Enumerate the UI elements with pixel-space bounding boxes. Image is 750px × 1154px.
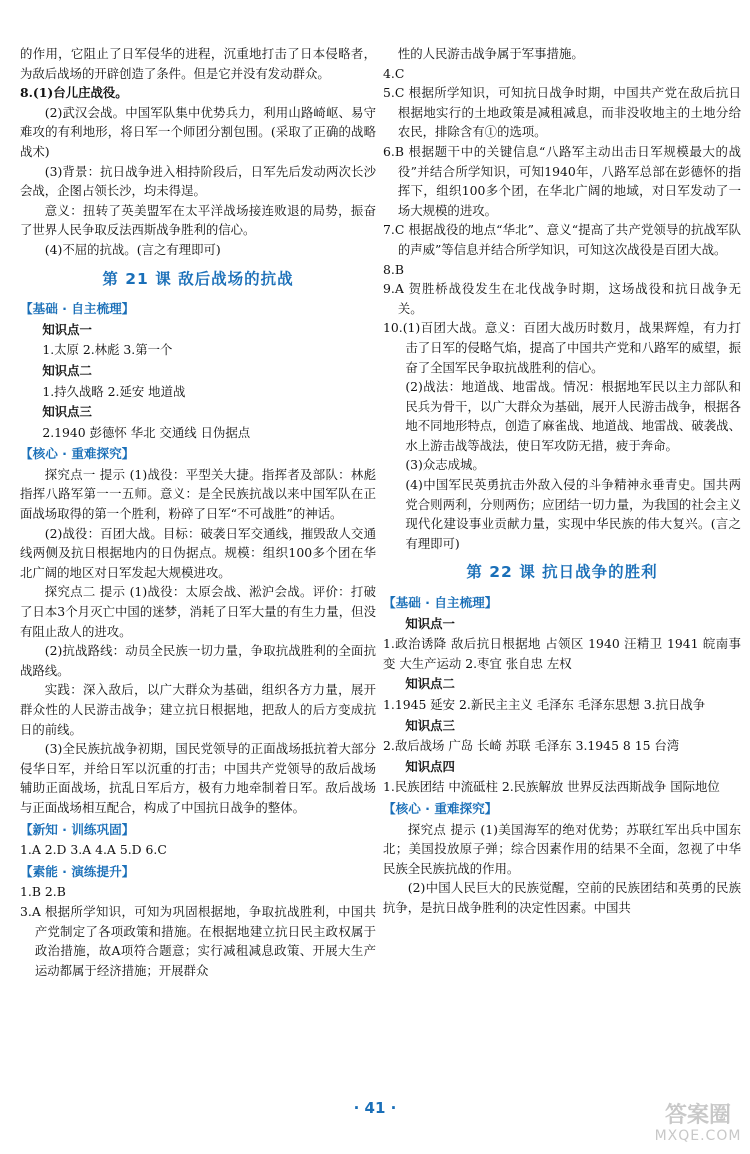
- answer-text: 8.B: [383, 261, 404, 277]
- section-heading: 【核心 · 重难探究】: [383, 800, 498, 816]
- answer-text: 2.敌后战场 广岛 长崎 苏联 毛泽东 3.1945 8 15 台湾: [383, 738, 680, 754]
- knowledge-point-heading: 知识点三: [405, 717, 455, 733]
- answer-text: 10.(1)百团大战。意义：百团大战历时数月，战果辉煌，有力打击了日军的侵略气焰，提高了中国共产党和八路军的威望，振奋了全国军民争取抗战胜利的信心。: [383, 320, 741, 375]
- answer-text: 7.C 根据战役的地点“华北”、意义“提高了共产党领导的抗战军队的声威”等信息并结合所学知识，可知这次战役是百团大战。: [383, 222, 741, 257]
- answer-text: 4.C: [383, 65, 405, 81]
- watermark-text: 答案圈: [664, 1103, 731, 1128]
- answer-text: 1.1945 延安 2.新民主主义 毛泽东 毛泽东思想 3.抗日战争: [383, 697, 706, 712]
- inquiry-text: 实践：深入敌后，以广大群众为基础，组织各方力量，展开群众性的人民游击战争；建立抗日根据地，把敌人的后方变成抗日的前线。: [20, 682, 376, 737]
- answer-text: 5.C 根据所学知识，可知抗日战争时期，中国共产党在敌后抗日根据地实行的土地政策是减租减息，而非没收地主的土地分给农民，排除含有①的选项。: [383, 85, 741, 140]
- knowledge-point-heading: 知识点二: [405, 676, 455, 692]
- knowledge-point-heading: 知识点一: [42, 321, 92, 337]
- page-number: · 41 ·: [353, 1099, 397, 1117]
- section-heading: 【新知 · 训练巩固】: [20, 821, 135, 837]
- knowledge-point-heading: 知识点二: [42, 362, 92, 378]
- answer-text: 1.A 2.D 3.A 4.A 5.D 6.C: [20, 842, 167, 858]
- watermark-logo: [654, 1104, 742, 1148]
- lesson-title: 第 21 课 敌后战场的抗战: [102, 269, 294, 288]
- answer-text: (4)不屈的抗战。(言之有理即可): [44, 241, 221, 257]
- inquiry-text: (2)战役：百团大战。目标：破袭日军交通线，摧毁敌人交通线两侧及抗日根据地内的日伪据点。规模：组织100多个团在华北广阔的地区对日军发起大规模进攻。: [20, 525, 376, 580]
- knowledge-point-heading: 知识点三: [42, 404, 92, 420]
- answer-text: 2.1940 彭德怀 华北 交通线 日伪据点: [42, 424, 251, 440]
- answer-text: (4)中国军民英勇抗击外敌入侵的斗争精神永垂青史。国共两党合则两利，分则两伤；应团结一切力量，为我国的社会主义现代化建设事业贡献力量，实现中华民族的伟大复兴。(言之有理即可): [405, 477, 741, 551]
- answer-text: 1.政治诱降 敌后抗日根据地 占领区 1940 汪精卫 1941 皖南事变 大生产运动 2.枣宜 张自忠 左权: [383, 636, 741, 671]
- question-number: 8.(1)台儿庄战役。: [20, 85, 128, 101]
- inquiry-text: (2)抗战路线：动员全民族一切力量，争取抗战胜利的全面抗战路线。: [20, 643, 376, 678]
- knowledge-point-heading: 知识点一: [405, 615, 455, 631]
- answer-text: 1.持久战略 2.延安 地道战: [42, 383, 186, 399]
- answer-text: 3.A 根据所学知识，可知为巩固根据地，争取抗战胜利，中国共产党制定了各项政策和措施。在根据地建立抗日民主政权属于政治措施，故A项符合题意；实行减租减息政策、开展大生产运动都属于经济措施；开展群众: [20, 903, 376, 978]
- answer-text: 1.B 2.B: [20, 884, 66, 900]
- answer-text: 性的人民游击战争属于军事措施。: [397, 46, 584, 61]
- right-column: [383, 44, 741, 918]
- answer-text: (3)背景：抗日战争进入相持阶段后，日军先后发动两次长沙会战，企图占领长沙，均未得逞。: [20, 163, 376, 199]
- inquiry-text: 探究点二 提示 (1)战役：太原会战、淞沪会战。评价：打破了日本3个月灭亡中国的迷梦，消耗了日军大量的有生力量，但没有阻止敌人的进攻。: [20, 584, 376, 639]
- left-column: [20, 44, 376, 980]
- answer-text: 意义：扭转了英美盟军在太平洋战场接连败退的局势，振奋了世界人民争取反法西斯战争胜利的信心。: [20, 202, 376, 238]
- knowledge-point-heading: 知识点四: [405, 758, 455, 774]
- answer-text: (2)战法：地道战、地雷战。情况：根据地军民以主力部队和民兵为骨干，以广大群众为基础，展开人民游击战争，根据各地不同地形特点，创造了麻雀战、地道战、地雷战、破袭战、水上游击战等战法，使日军攻防无措，疲于奔命。: [405, 379, 741, 453]
- answer-text: (3)众志成城。: [405, 457, 485, 473]
- answer-text: 的作用，它阻止了日军侵华的进程，沉重地打击了日本侵略者，为敌后战场的开辟创造了条件。但是它并没有发动群众。: [20, 46, 376, 81]
- inquiry-text: (2)中国人民巨大的民族觉醒，空前的民族团结和英勇的民族抗争，是抗日战争胜利的决定性因素。中国共: [383, 880, 741, 915]
- section-heading: 【素能 · 演练提升】: [20, 863, 135, 879]
- answer-text: (2)武汉会战。中国军队集中优势兵力，利用山路崎岖、易守难攻的有利地形，将日军一个师团分割包围。(采取了正确的战略战术): [20, 104, 376, 159]
- inquiry-text: 探究点一 提示 (1)战役：平型关大捷。指挥者及部队：林彪指挥八路军第一一五师。意义：是全民族抗战以来中国军队在正面战场取得的第一个胜利，粉碎了日军“不可战胜”的神话。: [20, 466, 376, 522]
- section-heading: 【基础 · 自主梳理】: [20, 301, 135, 317]
- inquiry-text: 探究点 提示 (1)美国海军的绝对优势；苏联红军出兵中国东北；美国投放原子弹；综合因素作用的结果不全面，忽视了中华民族全民族抗战的作用。: [383, 821, 741, 876]
- section-heading: 【核心 · 重难探究】: [20, 446, 135, 462]
- answer-text: 6.B 根据题干中的关键信息“八路军主动出击日军规模最大的战役”并结合所学知识，可知1940年，八路军总部在彭德怀的指挥下，组织100多个团，在华北广阔的地域，对日军发动了一场大规模的进攻。: [383, 143, 741, 218]
- answer-text: 1.太原 2.林彪 3.第一个: [42, 342, 173, 358]
- inquiry-text: (3)全民族抗战争初期，国民党领导的正面战场抵抗着大部分侵华日军，并给日军以沉重的打击；中国共产党领导的敌后战场辅助正面战场，抗乱日军后方，极有力地牵制着日军。敌后战场与正面战场相互配合，构成了中国抗日战争的整体。: [20, 741, 376, 815]
- section-heading: 【基础 · 自主梳理】: [383, 595, 498, 611]
- answer-text: 9.A 贺胜桥战役发生在北伐战争时期，这场战役和抗日战争无关。: [383, 281, 741, 316]
- lesson-title: 第 22 课 抗日战争的胜利: [466, 563, 658, 582]
- answer-text: 1.民族团结 中流砥柱 2.民族解放 世界反法西斯战争 国际地位: [383, 779, 720, 795]
- watermark-url: MXQE.COM: [654, 1128, 742, 1144]
